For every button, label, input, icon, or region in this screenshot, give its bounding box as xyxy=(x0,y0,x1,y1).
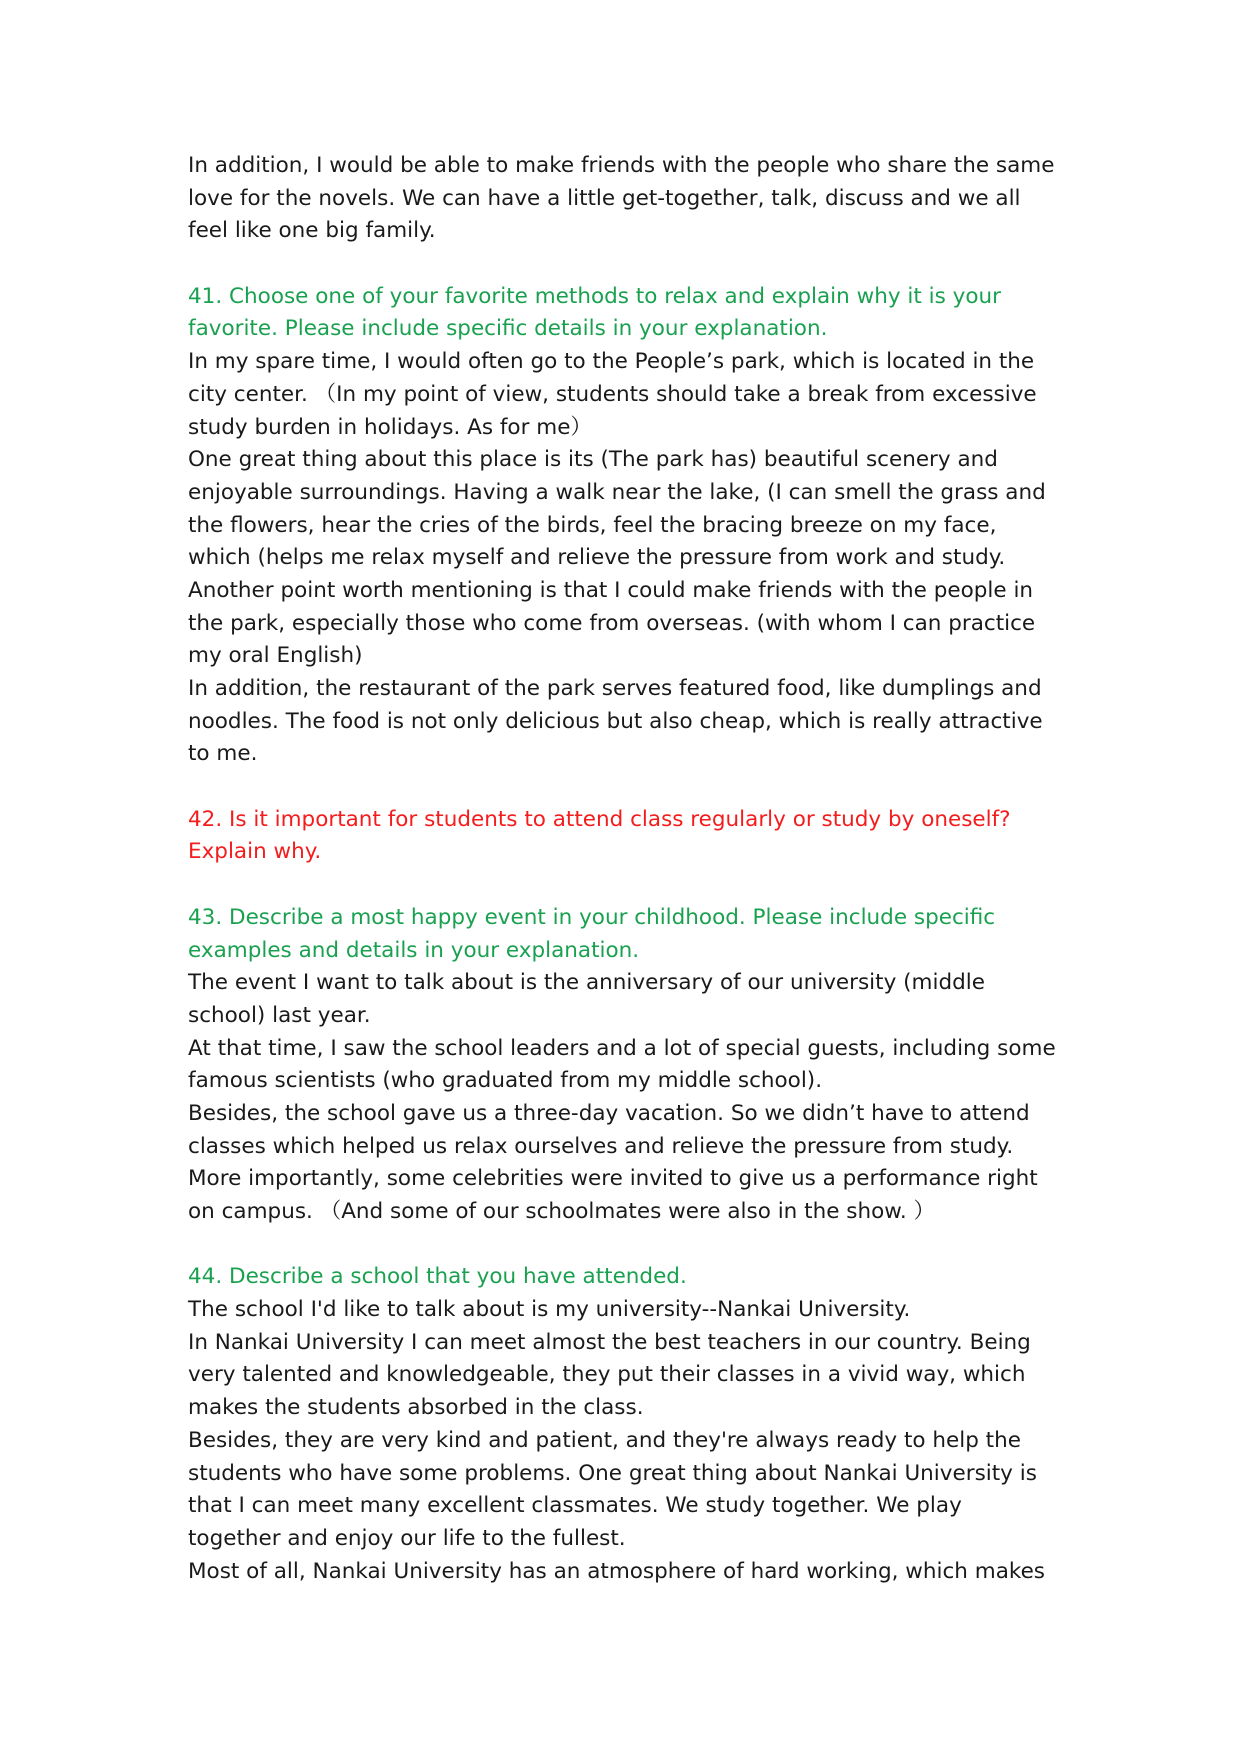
answer-line: More importantly, some celebrities were invited to give us a performance right xyxy=(188,1166,1038,1192)
answer-line: city center. （In my point of view, students should take a break from excessive xyxy=(188,381,1037,407)
answer-line: Besides, the school gave us a three-day vacation. So we didn’t have to attend xyxy=(188,1100,1030,1126)
answer-line: In addition, the restaurant of the park serves featured food, like dumplings and xyxy=(188,676,1042,701)
question-line: 42. Is it important for students to attend class regularly or study by oneself? xyxy=(188,806,1011,832)
question-44-block xyxy=(188,1261,1088,1588)
answer-line: which (helps me relax myself and relieve the pressure from work and study. xyxy=(188,545,1006,571)
answer-line: very talented and knowledgeable, they put their classes in a vivid way, which xyxy=(188,1362,1026,1388)
answer-line: One great thing about this place is its (The park has) beautiful scenery and xyxy=(188,447,998,473)
answer-line: Most of all, Nankai University has an atmosphere of hard working, which makes xyxy=(188,1558,1045,1584)
answer-line: noodles. The food is not only delicious but also cheap, which is really attractive xyxy=(188,708,1043,734)
answer-line: enjoyable surroundings. Having a walk near the lake, (I can smell the grass and xyxy=(188,479,1046,505)
answer-line: the flowers, hear the cries of the birds, feel the bracing breeze on my face, xyxy=(188,512,997,538)
answer-line: together and enjoy our life to the fullest. xyxy=(188,1525,626,1551)
answer-line: The event I want to talk about is the anniversary of our university (middle xyxy=(188,970,985,996)
question-line: 43. Describe a most happy event in your childhood. Please include specific xyxy=(188,904,996,930)
answer-line: famous scientists (who graduated from my middle school). xyxy=(188,1068,823,1094)
question-44-answer xyxy=(188,1294,1088,1588)
answer-line: study burden in holidays. As for me） xyxy=(188,414,592,440)
answer-line: At that time, I saw the school leaders and a lot of special guests, including some xyxy=(188,1035,1056,1061)
answer-line: The school I'd like to talk about is my university--Nankai University. xyxy=(188,1297,911,1323)
document-body xyxy=(188,150,1088,1588)
question-line: 41. Choose one of your favorite methods to relax and explain why it is your xyxy=(188,283,1001,309)
intro-line: In addition, I would be able to make friends with the people who share the same xyxy=(188,153,1055,178)
question-42-heading xyxy=(188,804,1088,869)
answer-line: school) last year. xyxy=(188,1002,371,1028)
question-43-block xyxy=(188,902,1088,1229)
spacer xyxy=(188,1229,1088,1262)
question-line: examples and details in your explanation. xyxy=(188,937,640,963)
answer-line: the park, especially those who come from overseas. (with whom I can practice xyxy=(188,610,1036,636)
question-41-block xyxy=(188,281,1088,771)
question-41-heading xyxy=(188,281,1088,346)
spacer xyxy=(188,248,1088,281)
spacer xyxy=(188,771,1088,804)
question-43-heading xyxy=(188,902,1088,967)
answer-line: Another point worth mentioning is that I could make friends with the people in xyxy=(188,577,1034,603)
question-line: Explain why. xyxy=(188,839,322,865)
question-41-answer xyxy=(188,346,1088,771)
question-line: favorite. Please include specific details in your explanation. xyxy=(188,316,828,342)
intro-line: love for the novels. We can have a little get-together, talk, discuss and we all xyxy=(188,185,1021,211)
answer-line: makes the students absorbed in the class. xyxy=(188,1395,644,1421)
question-43-answer xyxy=(188,967,1088,1229)
answer-line: classes which helped us relax ourselves and relieve the pressure from study. xyxy=(188,1133,1014,1159)
answer-line: on campus. （And some of our schoolmates were also in the show. ） xyxy=(188,1199,936,1224)
intro-line: feel like one big family. xyxy=(188,218,436,244)
intro-paragraph xyxy=(188,150,1088,248)
spacer xyxy=(188,869,1088,902)
question-line: 44. Describe a school that you have attended. xyxy=(188,1264,687,1290)
answer-line: my oral English) xyxy=(188,643,363,669)
answer-line: Besides, they are very kind and patient, and they're always ready to help the xyxy=(188,1427,1021,1453)
question-44-heading xyxy=(188,1261,1088,1294)
question-42-block xyxy=(188,804,1088,869)
answer-line: In my spare time, I would often go to the People’s park, which is located in the xyxy=(188,349,1035,375)
answer-line: that I can meet many excellent classmates. We study together. We play xyxy=(188,1493,962,1519)
answer-line: students who have some problems. One great thing about Nankai University is xyxy=(188,1460,1037,1486)
answer-line: to me. xyxy=(188,741,258,767)
answer-line: In Nankai University I can meet almost the best teachers in our country. Being xyxy=(188,1329,1031,1355)
